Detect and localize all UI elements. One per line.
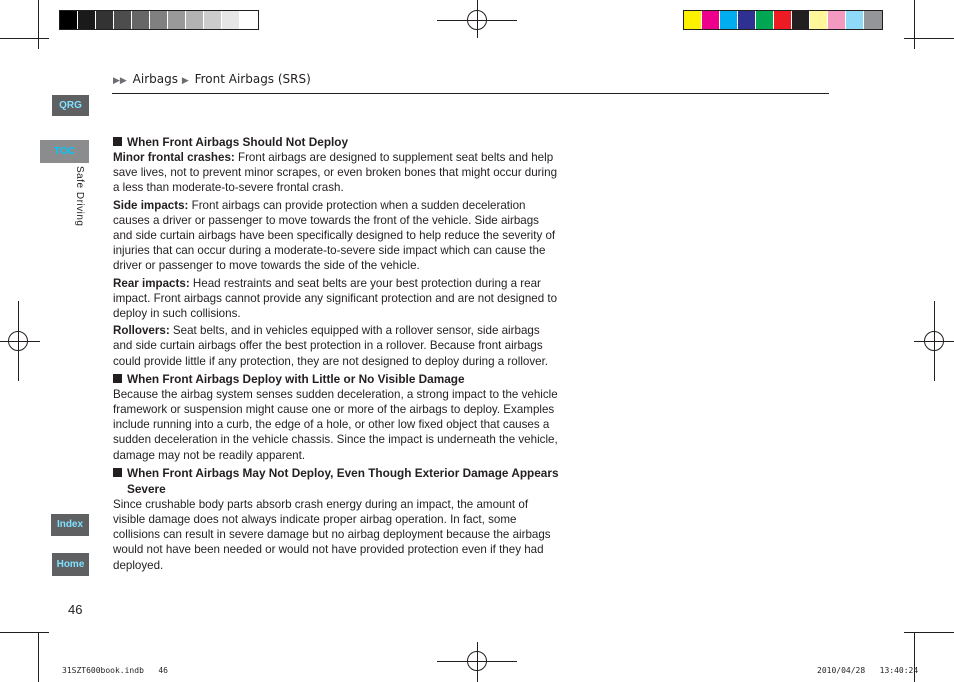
color-swatch [204, 11, 222, 29]
paragraph-side-impacts: Side impacts: Front airbags can provide protection when a sudden deceleration causes a driver or passenger to move towards the front of the vehicle. Side airbags and side curtain airbags have been specifically designed to help reduce the severity of injuries that can occur during a moderate-to-severe side impact which can cause the driver or passenger to move towards the side of the vehicle. [113, 198, 556, 273]
bullet-square-icon [113, 468, 122, 477]
breadcrumb-link-airbags[interactable]: Airbags [132, 72, 178, 86]
section-heading: When Front Airbags Deploy with Little or No Visible Damage [113, 371, 561, 387]
color-swatch [132, 11, 150, 29]
color-swatch [114, 11, 132, 29]
color-swatch [864, 11, 882, 29]
breadcrumb-arrows: ▶▶ [113, 76, 127, 86]
paragraph-visible-damage: Because the airbag system senses sudden deceleration, a strong impact to the vehicle framework or suspension might cause one or more of the airbags to deploy. Examples include running into a curb, the edge of a hole, or other low fixed object that causes a sudden deceleration in the vehicle chassis. Since the impact is underneath the vehicle, damage may not be readily apparent. [113, 387, 558, 462]
toc-tab[interactable]: TOC [40, 140, 89, 163]
process-color-bar [683, 10, 883, 30]
registration-line [477, 642, 478, 682]
registration-line [934, 301, 935, 381]
paragraph-rollovers: Rollovers: Seat belts, and in vehicles equipped with a rollover sensor, side airbags and side curtain airbags offer the best protection in a rollover. Because front airbags could provide little if any protection, they are not designed to deploy during a rollover. [113, 324, 549, 368]
color-swatch [222, 11, 240, 29]
color-swatch [828, 11, 846, 29]
color-swatch [240, 11, 258, 29]
color-swatch [846, 11, 864, 29]
paragraph-severe-damage: Since crushable body parts absorb crash energy during an impact, the amount of visible damage does not always indicate proper airbag operation. In fact, some collisions can result in severe damage but no airbag deployment because the airbags would not have been needed or would not have provided protection even if they had deployed. [113, 497, 551, 572]
section-heading: When Front Airbags Should Not Deploy [113, 134, 561, 150]
color-swatch [738, 11, 756, 29]
header-rule [112, 93, 829, 94]
paragraph-minor-frontal: Minor frontal crashes: Front airbags are designed to supplement seat belts and help save lives, not to prevent minor scrapes, or even broken bones that might occur during a less than moderate-to-severe frontal crash. [113, 151, 558, 195]
bullet-square-icon [113, 137, 122, 146]
page-number: 46 [68, 602, 83, 617]
section-heading: When Front Airbags May Not Deploy, Even Though Exterior Damage Appears Severe [113, 465, 561, 497]
grayscale-color-bar [59, 10, 259, 30]
color-swatch [756, 11, 774, 29]
home-tab[interactable]: Home [52, 553, 89, 576]
qrg-tab[interactable]: QRG [52, 95, 89, 116]
crop-mark [0, 632, 49, 633]
breadcrumb-separator: ▶ [181, 76, 189, 86]
breadcrumb-current: Front Airbags (SRS) [194, 72, 311, 86]
crop-mark [914, 0, 915, 49]
crop-mark [904, 38, 954, 39]
color-swatch [720, 11, 738, 29]
crop-mark [38, 632, 39, 682]
color-swatch [702, 11, 720, 29]
paragraph-rear-impacts: Rear impacts: Head restraints and seat belts are your best protection during a rear impact. Front airbags cannot provide any significant protection and are not designed to deploy in such collisions. [113, 276, 558, 321]
color-swatch [774, 11, 792, 29]
color-swatch [60, 11, 78, 29]
color-swatch [810, 11, 828, 29]
breadcrumb [113, 72, 311, 86]
main-content [113, 134, 561, 575]
color-swatch [78, 11, 96, 29]
color-swatch [792, 11, 810, 29]
footer-timestamp: 2010/04/28 13:40:24 [817, 666, 919, 675]
registration-line [477, 0, 478, 38]
crop-mark [904, 632, 954, 633]
index-tab[interactable]: Index [51, 514, 89, 536]
crop-mark [0, 38, 49, 39]
registration-line [0, 341, 40, 342]
crop-mark [38, 0, 39, 49]
color-swatch [168, 11, 186, 29]
color-swatch [150, 11, 168, 29]
bullet-square-icon [113, 374, 122, 383]
chapter-label: Safe Driving [74, 166, 85, 227]
color-swatch [186, 11, 204, 29]
color-swatch [96, 11, 114, 29]
footer-filename: 31SZT600book.indb 46 [62, 666, 168, 675]
color-swatch [684, 11, 702, 29]
registration-line [18, 301, 19, 381]
